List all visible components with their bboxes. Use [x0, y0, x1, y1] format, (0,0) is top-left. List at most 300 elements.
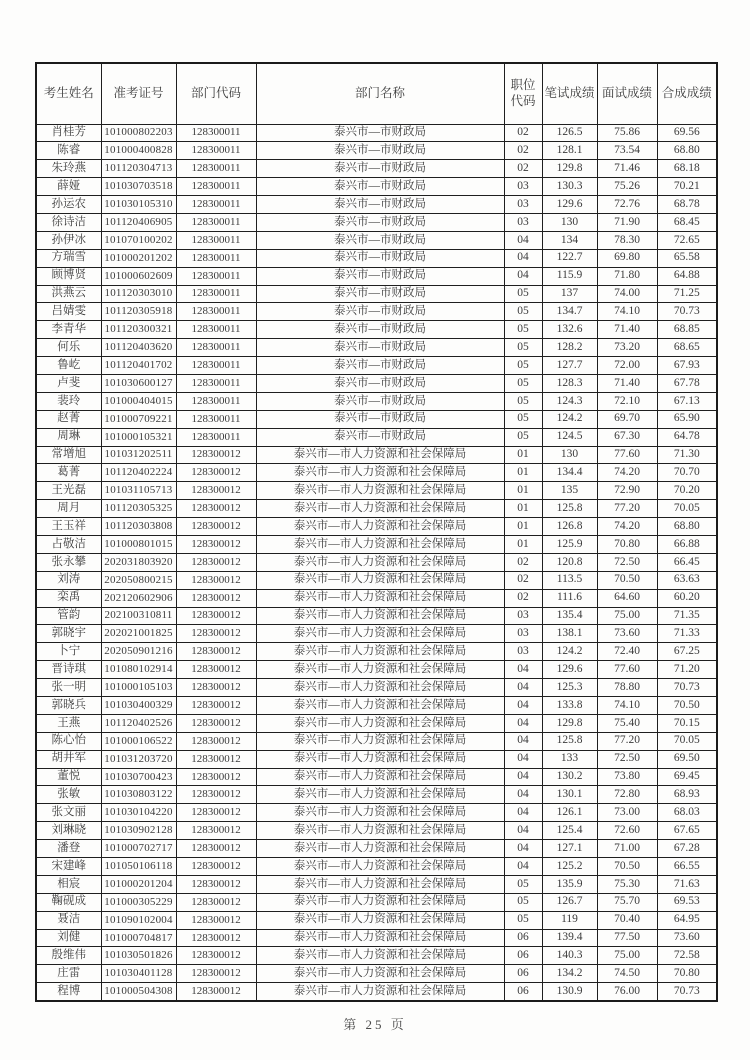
ticket-number-cell: 101000702717 [101, 840, 176, 858]
written-score-cell: 122.7 [542, 249, 597, 267]
department-name-cell: 泰兴市—市人力资源和社会保障局 [256, 804, 504, 822]
interview-score-cell: 72.80 [597, 786, 657, 804]
candidate-name-cell: 刘健 [36, 929, 101, 947]
ticket-number-cell: 101031202511 [101, 446, 176, 464]
department-name-cell: 泰兴市—市人力资源和社会保障局 [256, 679, 504, 697]
ticket-number-cell: 101030401128 [101, 965, 176, 983]
position-code-cell: 05 [504, 303, 542, 321]
combined-score-cell: 71.20 [657, 661, 717, 679]
position-code-cell: 05 [504, 285, 542, 303]
table-row [36, 553, 717, 571]
department-name-cell: 泰兴市—市财政局 [256, 339, 504, 357]
combined-score-cell: 72.65 [657, 231, 717, 249]
candidate-name-cell: 葛菁 [36, 464, 101, 482]
combined-score-cell: 68.85 [657, 321, 717, 339]
table-row [36, 983, 717, 1001]
department-name-cell: 泰兴市—市人力资源和社会保障局 [256, 607, 504, 625]
position-code-cell: 02 [504, 553, 542, 571]
position-code-cell: 05 [504, 357, 542, 375]
department-name-cell: 泰兴市—市人力资源和社会保障局 [256, 893, 504, 911]
interview-score-cell: 74.00 [597, 285, 657, 303]
department-code-cell: 128300012 [176, 607, 256, 625]
written-score-cell: 124.2 [542, 410, 597, 428]
table-body [36, 124, 717, 1001]
combined-score-cell: 65.90 [657, 410, 717, 428]
ticket-number-cell: 101030105310 [101, 196, 176, 214]
candidate-name-cell: 陈心怡 [36, 732, 101, 750]
department-code-cell: 128300011 [176, 357, 256, 375]
department-name-cell: 泰兴市—市人力资源和社会保障局 [256, 947, 504, 965]
table-row [36, 374, 717, 392]
candidate-name-cell: 胡井军 [36, 750, 101, 768]
header-department-code: 部门代码 [176, 63, 256, 124]
interview-score-cell: 73.80 [597, 768, 657, 786]
ticket-number-cell: 101031105713 [101, 482, 176, 500]
ticket-number-cell: 101030803122 [101, 786, 176, 804]
ticket-number-cell: 101120401702 [101, 357, 176, 375]
interview-score-cell: 77.60 [597, 661, 657, 679]
position-code-cell: 05 [504, 374, 542, 392]
candidate-name-cell: 殷维伟 [36, 947, 101, 965]
ticket-number-cell: 101000709221 [101, 410, 176, 428]
table-row [36, 911, 717, 929]
combined-score-cell: 69.50 [657, 750, 717, 768]
department-name-cell: 泰兴市—市人力资源和社会保障局 [256, 535, 504, 553]
combined-score-cell: 71.63 [657, 875, 717, 893]
interview-score-cell: 72.00 [597, 357, 657, 375]
candidate-name-cell: 顾博贤 [36, 267, 101, 285]
table-row [36, 947, 717, 965]
candidate-name-cell: 常增旭 [36, 446, 101, 464]
written-score-cell: 130.1 [542, 786, 597, 804]
ticket-number-cell: 101120304713 [101, 160, 176, 178]
written-score-cell: 133 [542, 750, 597, 768]
written-score-cell: 138.1 [542, 625, 597, 643]
interview-score-cell: 69.80 [597, 249, 657, 267]
table-header [36, 63, 717, 124]
department-code-cell: 128300011 [176, 124, 256, 142]
combined-score-cell: 65.58 [657, 249, 717, 267]
candidate-name-cell: 张敏 [36, 786, 101, 804]
department-code-cell: 128300012 [176, 553, 256, 571]
interview-score-cell: 77.50 [597, 929, 657, 947]
table-row [36, 679, 717, 697]
candidate-name-cell: 陈睿 [36, 142, 101, 160]
position-code-cell: 04 [504, 786, 542, 804]
department-code-cell: 128300012 [176, 911, 256, 929]
interview-score-cell: 75.00 [597, 607, 657, 625]
department-name-cell: 泰兴市—市财政局 [256, 124, 504, 142]
written-score-cell: 111.6 [542, 589, 597, 607]
combined-score-cell: 70.80 [657, 965, 717, 983]
department-name-cell: 泰兴市—市人力资源和社会保障局 [256, 875, 504, 893]
interview-score-cell: 72.10 [597, 392, 657, 410]
combined-score-cell: 70.73 [657, 679, 717, 697]
department-code-cell: 128300012 [176, 858, 256, 876]
position-code-cell: 03 [504, 178, 542, 196]
interview-score-cell: 75.26 [597, 178, 657, 196]
interview-score-cell: 74.50 [597, 965, 657, 983]
position-code-cell: 01 [504, 482, 542, 500]
table-row [36, 535, 717, 553]
written-score-cell: 130 [542, 213, 597, 231]
table-row [36, 643, 717, 661]
written-score-cell: 130.9 [542, 983, 597, 1001]
candidate-name-cell: 赵菁 [36, 410, 101, 428]
department-name-cell: 泰兴市—市人力资源和社会保障局 [256, 732, 504, 750]
table-row [36, 392, 717, 410]
written-score-cell: 125.9 [542, 535, 597, 553]
interview-score-cell: 74.20 [597, 464, 657, 482]
position-code-cell: 03 [504, 607, 542, 625]
candidate-name-cell: 卜宁 [36, 643, 101, 661]
combined-score-cell: 64.78 [657, 428, 717, 446]
department-name-cell: 泰兴市—市人力资源和社会保障局 [256, 983, 504, 1001]
department-code-cell: 128300012 [176, 482, 256, 500]
department-name-cell: 泰兴市—市财政局 [256, 285, 504, 303]
combined-score-cell: 68.65 [657, 339, 717, 357]
interview-score-cell: 77.20 [597, 500, 657, 518]
department-name-cell: 泰兴市—市人力资源和社会保障局 [256, 446, 504, 464]
department-code-cell: 128300012 [176, 697, 256, 715]
table-row [36, 661, 717, 679]
table-row [36, 196, 717, 214]
combined-score-cell: 70.50 [657, 697, 717, 715]
department-code-cell: 128300012 [176, 929, 256, 947]
interview-score-cell: 71.46 [597, 160, 657, 178]
written-score-cell: 137 [542, 285, 597, 303]
ticket-number-cell: 101050106118 [101, 858, 176, 876]
table-row [36, 142, 717, 160]
interview-score-cell: 67.30 [597, 428, 657, 446]
table-row [36, 160, 717, 178]
department-name-cell: 泰兴市—市财政局 [256, 231, 504, 249]
interview-score-cell: 75.40 [597, 714, 657, 732]
department-name-cell: 泰兴市—市财政局 [256, 410, 504, 428]
position-code-cell: 02 [504, 160, 542, 178]
position-code-cell: 05 [504, 428, 542, 446]
header-candidate-name: 考生姓名 [36, 63, 101, 124]
table-row [36, 410, 717, 428]
candidate-name-cell: 孙运农 [36, 196, 101, 214]
candidate-name-cell: 刘琳晓 [36, 822, 101, 840]
candidate-name-cell: 宋建峰 [36, 858, 101, 876]
department-code-cell: 128300012 [176, 714, 256, 732]
position-code-cell: 05 [504, 339, 542, 357]
position-code-cell: 01 [504, 464, 542, 482]
department-code-cell: 128300012 [176, 589, 256, 607]
interview-score-cell: 72.50 [597, 750, 657, 768]
interview-score-cell: 78.30 [597, 231, 657, 249]
position-code-cell: 03 [504, 643, 542, 661]
candidate-name-cell: 周月 [36, 500, 101, 518]
interview-score-cell: 77.20 [597, 732, 657, 750]
table-row [36, 267, 717, 285]
candidate-name-cell: 王玉祥 [36, 518, 101, 536]
candidate-name-cell: 刘涛 [36, 571, 101, 589]
department-code-cell: 128300011 [176, 303, 256, 321]
position-code-cell: 04 [504, 732, 542, 750]
department-name-cell: 泰兴市—市人力资源和社会保障局 [256, 714, 504, 732]
ticket-number-cell: 202120602906 [101, 589, 176, 607]
combined-score-cell: 64.88 [657, 267, 717, 285]
department-code-cell: 128300012 [176, 661, 256, 679]
ticket-number-cell: 101030703518 [101, 178, 176, 196]
written-score-cell: 126.7 [542, 893, 597, 911]
written-score-cell: 139.4 [542, 929, 597, 947]
table-row [36, 285, 717, 303]
department-code-cell: 128300011 [176, 178, 256, 196]
candidate-name-cell: 占敬洁 [36, 535, 101, 553]
position-code-cell: 04 [504, 858, 542, 876]
department-name-cell: 泰兴市—市人力资源和社会保障局 [256, 625, 504, 643]
table-row [36, 714, 717, 732]
department-code-cell: 128300012 [176, 786, 256, 804]
department-code-cell: 128300012 [176, 446, 256, 464]
table-row [36, 571, 717, 589]
ticket-number-cell: 101120305325 [101, 500, 176, 518]
interview-score-cell: 64.60 [597, 589, 657, 607]
department-code-cell: 128300012 [176, 768, 256, 786]
department-name-cell: 泰兴市—市人力资源和社会保障局 [256, 500, 504, 518]
candidate-name-cell: 鲁屹 [36, 357, 101, 375]
interview-score-cell: 73.60 [597, 625, 657, 643]
interview-score-cell: 78.80 [597, 679, 657, 697]
ticket-number-cell: 101120305918 [101, 303, 176, 321]
table-row [36, 822, 717, 840]
department-code-cell: 128300012 [176, 464, 256, 482]
department-name-cell: 泰兴市—市人力资源和社会保障局 [256, 768, 504, 786]
department-code-cell: 128300012 [176, 983, 256, 1001]
department-name-cell: 泰兴市—市财政局 [256, 374, 504, 392]
position-code-cell: 04 [504, 804, 542, 822]
written-score-cell: 126.5 [542, 124, 597, 142]
written-score-cell: 125.4 [542, 822, 597, 840]
candidate-name-cell: 王光磊 [36, 482, 101, 500]
department-name-cell: 泰兴市—市人力资源和社会保障局 [256, 553, 504, 571]
ticket-number-cell: 101000105103 [101, 679, 176, 697]
table-row [36, 124, 717, 142]
candidate-name-cell: 张永攀 [36, 553, 101, 571]
ticket-number-cell: 101030600127 [101, 374, 176, 392]
department-name-cell: 泰兴市—市财政局 [256, 178, 504, 196]
interview-score-cell: 69.70 [597, 410, 657, 428]
ticket-number-cell: 101030700423 [101, 768, 176, 786]
combined-score-cell: 69.45 [657, 768, 717, 786]
department-name-cell: 泰兴市—市财政局 [256, 428, 504, 446]
department-name-cell: 泰兴市—市人力资源和社会保障局 [256, 482, 504, 500]
candidate-name-cell: 李青华 [36, 321, 101, 339]
department-name-cell: 泰兴市—市财政局 [256, 303, 504, 321]
interview-score-cell: 72.76 [597, 196, 657, 214]
combined-score-cell: 71.30 [657, 446, 717, 464]
table-row [36, 213, 717, 231]
interview-score-cell: 77.60 [597, 446, 657, 464]
candidate-name-cell: 相宸 [36, 875, 101, 893]
ticket-number-cell: 101000404015 [101, 392, 176, 410]
candidate-name-cell: 庄雷 [36, 965, 101, 983]
position-code-cell: 06 [504, 947, 542, 965]
combined-score-cell: 67.25 [657, 643, 717, 661]
written-score-cell: 130.2 [542, 768, 597, 786]
department-name-cell: 泰兴市—市财政局 [256, 213, 504, 231]
interview-score-cell: 75.70 [597, 893, 657, 911]
department-name-cell: 泰兴市—市人力资源和社会保障局 [256, 965, 504, 983]
department-name-cell: 泰兴市—市人力资源和社会保障局 [256, 589, 504, 607]
candidate-name-cell: 董悦 [36, 768, 101, 786]
table-row [36, 750, 717, 768]
header-combined-score: 合成成绩 [657, 63, 717, 124]
ticket-number-cell: 101000602609 [101, 267, 176, 285]
written-score-cell: 135.9 [542, 875, 597, 893]
written-score-cell: 128.2 [542, 339, 597, 357]
department-code-cell: 128300011 [176, 196, 256, 214]
table-row [36, 732, 717, 750]
written-score-cell: 125.8 [542, 732, 597, 750]
ticket-number-cell: 101120402224 [101, 464, 176, 482]
ticket-number-cell: 101120300321 [101, 321, 176, 339]
written-score-cell: 129.6 [542, 661, 597, 679]
candidate-name-cell: 卢斐 [36, 374, 101, 392]
table-row [36, 768, 717, 786]
combined-score-cell: 60.20 [657, 589, 717, 607]
combined-score-cell: 66.45 [657, 553, 717, 571]
position-code-cell: 05 [504, 911, 542, 929]
table-row [36, 357, 717, 375]
written-score-cell: 124.3 [542, 392, 597, 410]
department-name-cell: 泰兴市—市人力资源和社会保障局 [256, 571, 504, 589]
department-code-cell: 128300011 [176, 374, 256, 392]
ticket-number-cell: 101030400329 [101, 697, 176, 715]
department-code-cell: 128300012 [176, 804, 256, 822]
department-name-cell: 泰兴市—市人力资源和社会保障局 [256, 858, 504, 876]
header-interview-score: 面试成绩 [597, 63, 657, 124]
department-code-cell: 128300012 [176, 965, 256, 983]
department-code-cell: 128300012 [176, 822, 256, 840]
candidate-name-cell: 孙伊冰 [36, 231, 101, 249]
table-row [36, 303, 717, 321]
table-row [36, 339, 717, 357]
ticket-number-cell: 202100310811 [101, 607, 176, 625]
department-name-cell: 泰兴市—市人力资源和社会保障局 [256, 911, 504, 929]
written-score-cell: 119 [542, 911, 597, 929]
combined-score-cell: 67.93 [657, 357, 717, 375]
position-code-cell: 03 [504, 213, 542, 231]
candidate-name-cell: 肖桂芳 [36, 124, 101, 142]
interview-score-cell: 71.80 [597, 267, 657, 285]
written-score-cell: 134.4 [542, 464, 597, 482]
table-row [36, 464, 717, 482]
department-code-cell: 128300012 [176, 500, 256, 518]
department-code-cell: 128300011 [176, 267, 256, 285]
combined-score-cell: 70.20 [657, 482, 717, 500]
combined-score-cell: 71.25 [657, 285, 717, 303]
position-code-cell: 04 [504, 661, 542, 679]
combined-score-cell: 66.55 [657, 858, 717, 876]
position-code-cell: 06 [504, 983, 542, 1001]
department-code-cell: 128300011 [176, 213, 256, 231]
candidate-name-cell: 栾禹 [36, 589, 101, 607]
candidate-name-cell: 吕婧雯 [36, 303, 101, 321]
combined-score-cell: 69.56 [657, 124, 717, 142]
written-score-cell: 124.2 [542, 643, 597, 661]
combined-score-cell: 63.63 [657, 571, 717, 589]
candidate-name-cell: 周琳 [36, 428, 101, 446]
ticket-number-cell: 101031203720 [101, 750, 176, 768]
position-code-cell: 01 [504, 518, 542, 536]
department-code-cell: 128300012 [176, 679, 256, 697]
table-row [36, 482, 717, 500]
written-score-cell: 128.1 [542, 142, 597, 160]
position-code-cell: 02 [504, 142, 542, 160]
written-score-cell: 134 [542, 231, 597, 249]
department-name-cell: 泰兴市—市财政局 [256, 249, 504, 267]
interview-score-cell: 75.00 [597, 947, 657, 965]
combined-score-cell: 70.73 [657, 303, 717, 321]
combined-score-cell: 67.28 [657, 840, 717, 858]
candidate-name-cell: 洪燕云 [36, 285, 101, 303]
combined-score-cell: 67.78 [657, 374, 717, 392]
table-row [36, 929, 717, 947]
candidate-name-cell: 张一明 [36, 679, 101, 697]
candidate-name-cell: 朱玲燕 [36, 160, 101, 178]
interview-score-cell: 71.40 [597, 374, 657, 392]
department-code-cell: 128300012 [176, 750, 256, 768]
written-score-cell: 126.8 [542, 518, 597, 536]
written-score-cell: 129.8 [542, 160, 597, 178]
written-score-cell: 133.8 [542, 697, 597, 715]
ticket-number-cell: 101080102914 [101, 661, 176, 679]
ticket-number-cell: 101030501826 [101, 947, 176, 965]
candidate-name-cell: 张文丽 [36, 804, 101, 822]
department-code-cell: 128300011 [176, 285, 256, 303]
position-code-cell: 02 [504, 571, 542, 589]
department-name-cell: 泰兴市—市人力资源和社会保障局 [256, 786, 504, 804]
position-code-cell: 01 [504, 500, 542, 518]
candidate-name-cell: 裴玲 [36, 392, 101, 410]
header-ticket-number: 准考证号 [101, 63, 176, 124]
combined-score-cell: 64.95 [657, 911, 717, 929]
department-name-cell: 泰兴市—市人力资源和社会保障局 [256, 929, 504, 947]
written-score-cell: 128.3 [542, 374, 597, 392]
combined-score-cell: 71.35 [657, 607, 717, 625]
written-score-cell: 124.5 [542, 428, 597, 446]
table-row [36, 446, 717, 464]
combined-score-cell: 66.88 [657, 535, 717, 553]
written-score-cell: 125.2 [542, 858, 597, 876]
interview-score-cell: 73.20 [597, 339, 657, 357]
interview-score-cell: 70.50 [597, 571, 657, 589]
position-code-cell: 04 [504, 231, 542, 249]
interview-score-cell: 71.90 [597, 213, 657, 231]
ticket-number-cell: 101120303010 [101, 285, 176, 303]
department-name-cell: 泰兴市—市人力资源和社会保障局 [256, 464, 504, 482]
position-code-cell: 04 [504, 697, 542, 715]
position-code-cell: 05 [504, 893, 542, 911]
combined-score-cell: 68.78 [657, 196, 717, 214]
page-number-footer: 第 25 页 [343, 1017, 407, 1032]
department-name-cell: 泰兴市—市财政局 [256, 142, 504, 160]
table-row [36, 428, 717, 446]
department-code-cell: 128300011 [176, 249, 256, 267]
position-code-cell: 04 [504, 840, 542, 858]
position-code-cell: 01 [504, 535, 542, 553]
table-row [36, 965, 717, 983]
department-code-cell: 128300012 [176, 732, 256, 750]
department-code-cell: 128300012 [176, 643, 256, 661]
candidate-name-cell: 何乐 [36, 339, 101, 357]
written-score-cell: 126.1 [542, 804, 597, 822]
